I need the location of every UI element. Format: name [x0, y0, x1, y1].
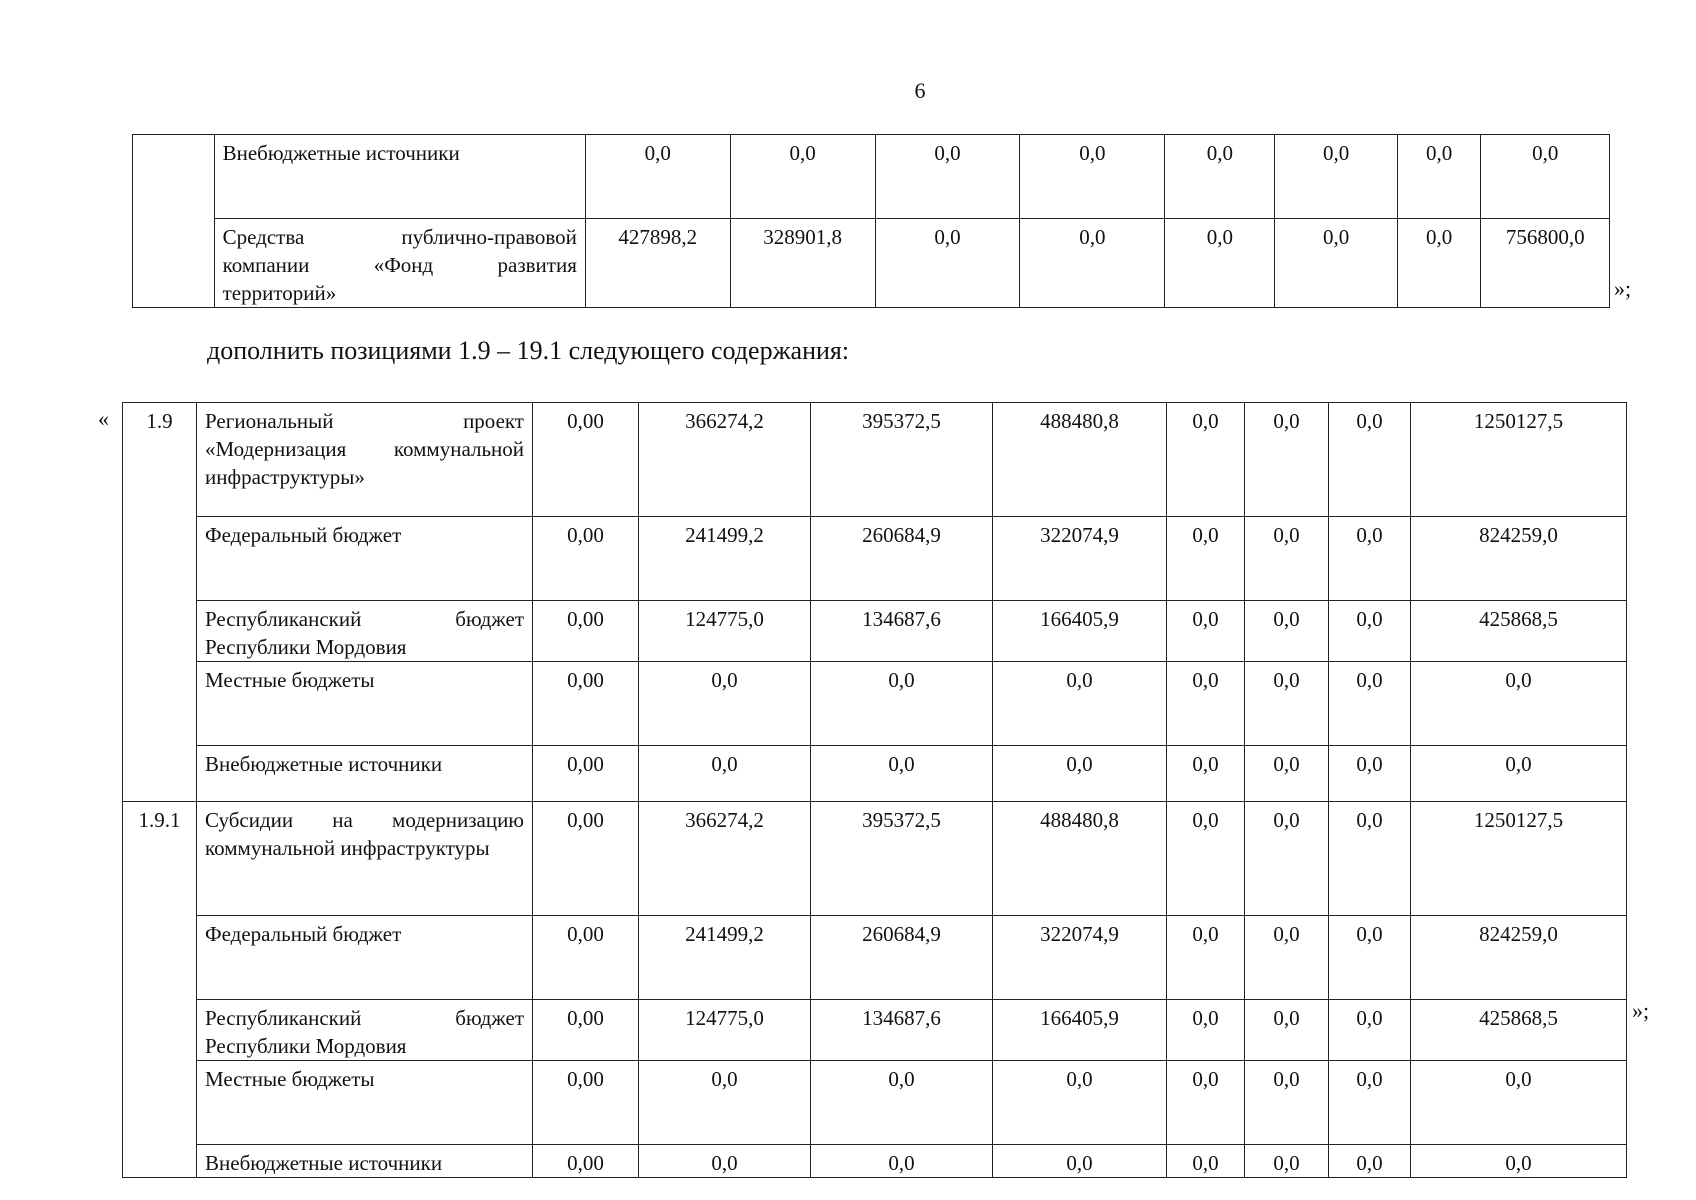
value-cell: 0,00: [533, 601, 639, 662]
value-cell: 0,0: [639, 1061, 811, 1145]
value-cell: 0,0: [1020, 135, 1165, 219]
value-cell: 0,0: [993, 1061, 1167, 1145]
row-label: Средства публично-правовой компании «Фонд развития территорий»: [214, 219, 585, 308]
value-cell: 124775,0: [639, 1000, 811, 1061]
value-cell: 0,0: [993, 746, 1167, 802]
value-cell: 0,00: [533, 916, 639, 1000]
value-cell: 0,0: [1167, 1145, 1245, 1178]
value-cell: 0,0: [1167, 662, 1245, 746]
value-cell: 0,0: [1245, 517, 1329, 601]
value-cell: 0,0: [1329, 1145, 1411, 1178]
value-cell: 0,0: [1245, 746, 1329, 802]
table-row: [123, 403, 1627, 517]
value-cell: 0,0: [1167, 746, 1245, 802]
row-label: Внебюджетные источники: [197, 746, 533, 802]
row-label: Местные бюджеты: [197, 662, 533, 746]
value-cell: 0,0: [1275, 135, 1397, 219]
value-cell: 0,0: [585, 135, 730, 219]
value-cell: 0,00: [533, 1061, 639, 1145]
value-cell: 0,0: [1411, 1061, 1627, 1145]
value-cell: 0,0: [1245, 1000, 1329, 1061]
value-cell: 1250127,5: [1411, 403, 1627, 517]
value-cell: 0,00: [533, 802, 639, 916]
table-row: [123, 802, 1627, 916]
table-row: [123, 601, 1627, 662]
closing-quote-2: »;: [1632, 998, 1650, 1023]
value-cell: 0,0: [811, 746, 993, 802]
table-row: [123, 1061, 1627, 1145]
value-cell: 322074,9: [993, 517, 1167, 601]
value-cell: 824259,0: [1411, 916, 1627, 1000]
value-cell: 0,00: [533, 746, 639, 802]
value-cell: 0,0: [1167, 916, 1245, 1000]
value-cell: 0,0: [1411, 746, 1627, 802]
table-row: [133, 219, 1610, 308]
value-cell: 124775,0: [639, 601, 811, 662]
value-cell: 0,0: [1020, 219, 1165, 308]
table-row: [123, 746, 1627, 802]
value-cell: 0,0: [730, 135, 875, 219]
value-cell: 0,0: [1329, 601, 1411, 662]
value-cell: 0,0: [1481, 135, 1610, 219]
value-cell: 0,0: [1329, 517, 1411, 601]
value-cell: 366274,2: [639, 802, 811, 916]
value-cell: 488480,8: [993, 802, 1167, 916]
position-number: 1.9.1: [123, 802, 197, 1178]
value-cell: 0,00: [533, 1000, 639, 1061]
value-cell: 0,0: [1245, 601, 1329, 662]
value-cell: 425868,5: [1411, 601, 1627, 662]
value-cell: 0,0: [811, 662, 993, 746]
value-cell: 0,0: [1397, 135, 1481, 219]
value-cell: 0,0: [1165, 219, 1275, 308]
row-label: Внебюджетные источники: [214, 135, 585, 219]
value-cell: 328901,8: [730, 219, 875, 308]
row-label: Федеральный бюджет: [197, 517, 533, 601]
row-label: Республиканский бюджет Республики Мордовия: [197, 601, 533, 662]
table-row: [123, 1145, 1627, 1178]
table-row: [123, 662, 1627, 746]
value-cell: 0,0: [639, 1145, 811, 1178]
value-cell: 0,0: [1411, 1145, 1627, 1178]
value-cell: 0,0: [875, 219, 1020, 308]
value-cell: 322074,9: [993, 916, 1167, 1000]
value-cell: 166405,9: [993, 1000, 1167, 1061]
table-row: [133, 135, 1610, 219]
value-cell: 0,0: [1329, 1061, 1411, 1145]
value-cell: 0,0: [1167, 802, 1245, 916]
value-cell: 0,0: [811, 1145, 993, 1178]
value-cell: 0,0: [1275, 219, 1397, 308]
value-cell: 0,0: [1329, 746, 1411, 802]
value-cell: 0,0: [875, 135, 1020, 219]
value-cell: 241499,2: [639, 916, 811, 1000]
value-cell: 0,0: [1245, 802, 1329, 916]
value-cell: 427898,2: [585, 219, 730, 308]
value-cell: 0,0: [1165, 135, 1275, 219]
value-cell: 0,00: [533, 403, 639, 517]
value-cell: 0,0: [1329, 802, 1411, 916]
value-cell: 0,0: [993, 1145, 1167, 1178]
value-cell: 0,00: [533, 517, 639, 601]
position-number: 1.9: [123, 403, 197, 802]
value-cell: 0,0: [811, 1061, 993, 1145]
value-cell: 0,00: [533, 1145, 639, 1178]
row-label: Региональный проект «Модернизация коммунальной инфраструктуры»: [197, 403, 533, 517]
value-cell: 0,0: [1167, 403, 1245, 517]
empty-number-cell: [133, 135, 215, 308]
value-cell: 0,0: [1397, 219, 1481, 308]
intro-text: дополнить позициями 1.9 – 19.1 следующего содержания:: [207, 336, 850, 365]
table-row: [123, 1000, 1627, 1061]
value-cell: 824259,0: [1411, 517, 1627, 601]
value-cell: 488480,8: [993, 403, 1167, 517]
value-cell: 0,00: [533, 662, 639, 746]
value-cell: 395372,5: [811, 802, 993, 916]
value-cell: 0,0: [1167, 601, 1245, 662]
value-cell: 260684,9: [811, 916, 993, 1000]
value-cell: 0,0: [1411, 662, 1627, 746]
value-cell: 366274,2: [639, 403, 811, 517]
value-cell: 395372,5: [811, 403, 993, 517]
value-cell: 0,0: [1167, 1061, 1245, 1145]
value-cell: 134687,6: [811, 601, 993, 662]
value-cell: 0,0: [1329, 662, 1411, 746]
page-number: 6: [914, 78, 926, 103]
row-label: Субсидии на модернизацию коммунальной инфраструктуры: [197, 802, 533, 916]
row-label: Внебюджетные источники: [197, 1145, 533, 1178]
value-cell: 0,0: [1167, 517, 1245, 601]
value-cell: 0,0: [1245, 662, 1329, 746]
value-cell: 0,0: [1329, 403, 1411, 517]
value-cell: 0,0: [1329, 1000, 1411, 1061]
value-cell: 0,0: [1245, 1145, 1329, 1178]
row-label: Федеральный бюджет: [197, 916, 533, 1000]
value-cell: 0,0: [639, 746, 811, 802]
value-cell: 166405,9: [993, 601, 1167, 662]
value-cell: 0,0: [1245, 916, 1329, 1000]
value-cell: 756800,0: [1481, 219, 1610, 308]
value-cell: 260684,9: [811, 517, 993, 601]
value-cell: 0,0: [1245, 1061, 1329, 1145]
value-cell: 0,0: [993, 662, 1167, 746]
row-label: Республиканский бюджет Республики Мордовия: [197, 1000, 533, 1061]
value-cell: 0,0: [639, 662, 811, 746]
value-cell: 0,0: [1245, 403, 1329, 517]
value-cell: 425868,5: [1411, 1000, 1627, 1061]
closing-quote: »;: [1614, 276, 1632, 301]
table-continuation: [132, 134, 1610, 308]
table-row: [123, 517, 1627, 601]
value-cell: 1250127,5: [1411, 802, 1627, 916]
table-new-positions: [122, 402, 1627, 1178]
table-row: [123, 916, 1627, 1000]
value-cell: 241499,2: [639, 517, 811, 601]
row-label: Местные бюджеты: [197, 1061, 533, 1145]
value-cell: 0,0: [1329, 916, 1411, 1000]
value-cell: 0,0: [1167, 1000, 1245, 1061]
value-cell: 134687,6: [811, 1000, 993, 1061]
opening-quote: «: [98, 406, 109, 431]
